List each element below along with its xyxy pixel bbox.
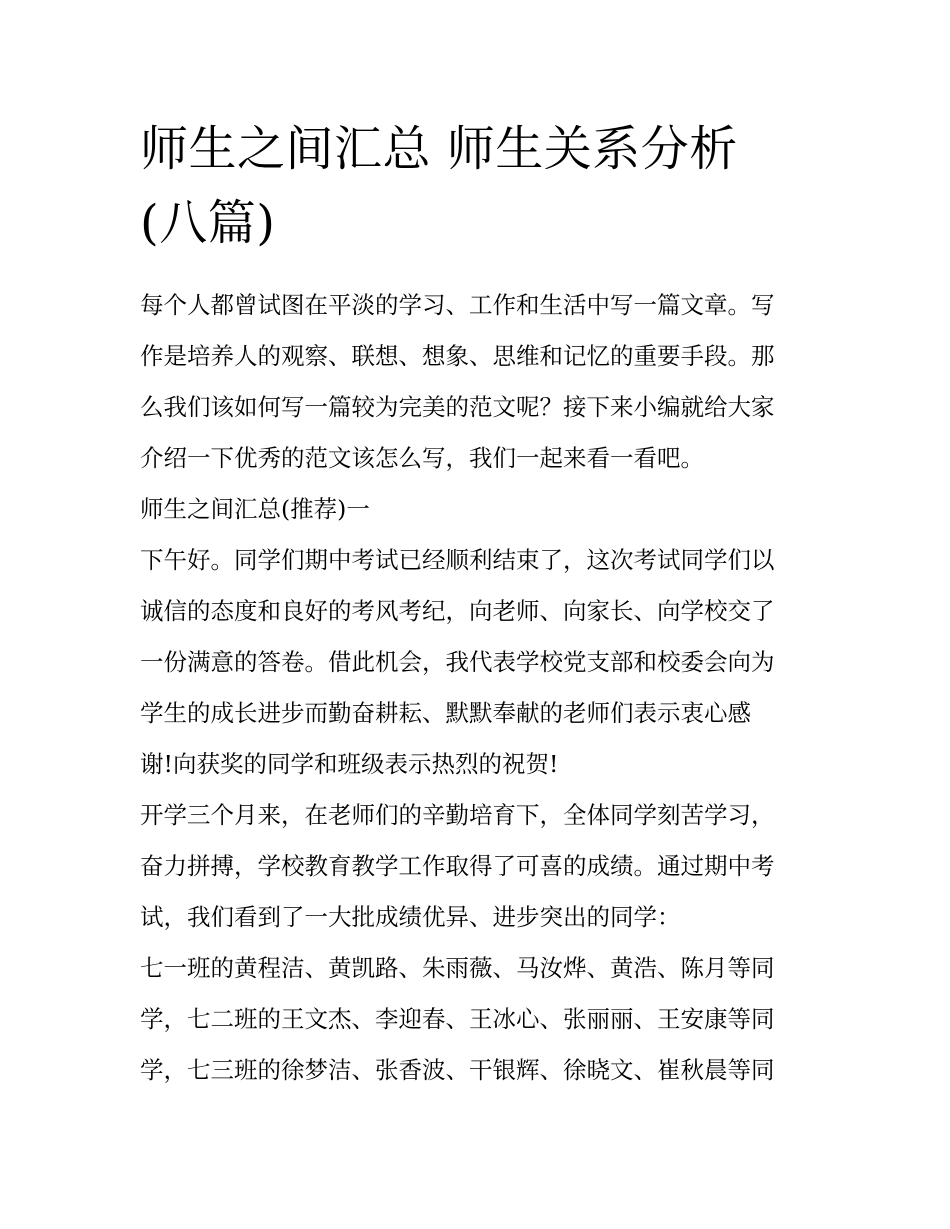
text-line: 每个人都曾试图在平淡的学习、工作和生活中写一篇文章。写: [140, 291, 775, 319]
text-line: 师生之间汇总(推荐)一: [140, 495, 370, 523]
section-heading: [140, 484, 812, 535]
text-line: 下午好。同学们期中考试已经顺利结束了，这次考试同学们以: [140, 546, 775, 574]
body-paragraph: [140, 943, 812, 1096]
text-line: 学，七二班的王文杰、李迎春、王冰心、张丽丽、王安康等同: [140, 1005, 775, 1033]
text-line: 谢!向获奖的同学和班级表示热烈的祝贺!: [140, 750, 559, 778]
intro-paragraph: [140, 280, 812, 484]
text-line: 一份满意的答卷。借此机会，我代表学校党支部和校委会向为: [140, 648, 775, 676]
text-line: 奋力拼搏，学校教育教学工作取得了可喜的成绩。通过期中考: [140, 852, 775, 880]
text-line: 试，我们看到了一大批成绩优异、进步突出的同学：: [140, 903, 681, 931]
document-title: [140, 112, 812, 260]
text-line: 诚信的态度和良好的考风考纪，向老师、向家长、向学校交了: [140, 597, 775, 625]
text-line: 学生的成长进步而勤奋耕耘、默默奉献的老师们表示衷心感: [140, 699, 751, 727]
text-line: 么我们该如何写一篇较为完美的范文呢？接下来小编就给大家: [140, 393, 775, 421]
title-line: (八篇): [140, 195, 276, 251]
text-line: 七一班的黄程洁、黄凯路、朱雨薇、马汝烨、黄浩、陈月等同: [140, 954, 775, 982]
body-paragraph: [140, 535, 812, 790]
title-line: 师生之间汇总 师生关系分析: [140, 121, 738, 177]
text-line: 介绍一下优秀的范文该怎么写，我们一起来看一看吧。: [140, 444, 704, 472]
text-line: 开学三个月来，在老师们的辛勤培育下，全体同学刻苦学习，: [140, 801, 775, 829]
body-paragraph: [140, 790, 812, 943]
text-line: 学，七三班的徐梦洁、张香波、干银辉、徐晓文、崔秋晨等同: [140, 1056, 775, 1084]
text-line: 作是培养人的观察、联想、想象、思维和记忆的重要手段。那: [140, 342, 775, 370]
document-page: [140, 112, 812, 1096]
